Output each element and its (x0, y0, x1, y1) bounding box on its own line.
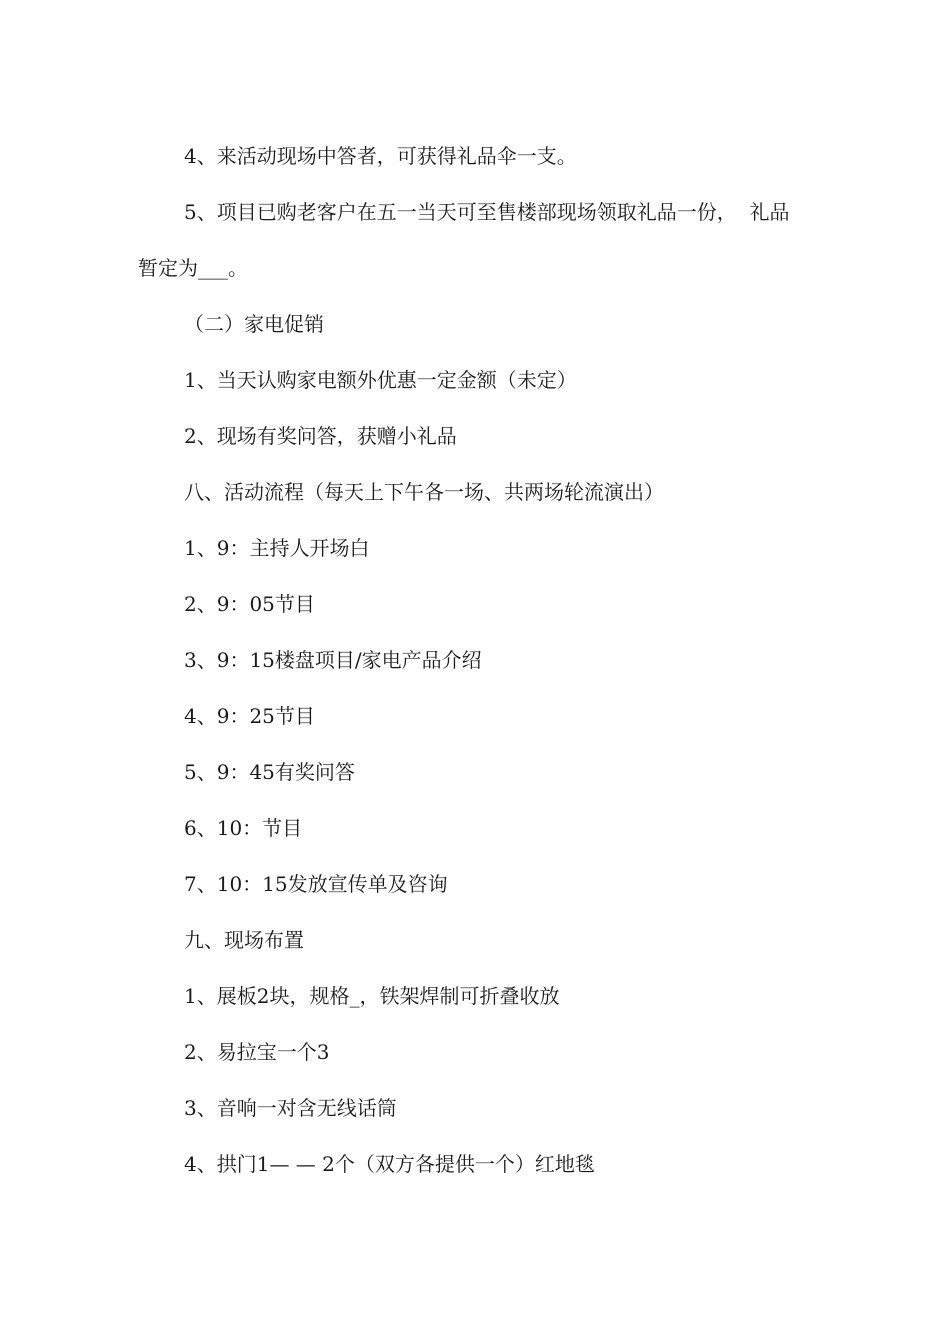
text-line: 2、9：05节目 (184, 592, 315, 616)
text-line: 4、9：25节目 (184, 704, 315, 728)
text-line: 1、展板2块，规格_，铁架焊制可折叠收放 (184, 984, 560, 1008)
section-heading: 八、活动流程（每天上下午各一场、共两场轮流演出） (184, 480, 664, 504)
text-line: 4、来活动现场中答者，可获得礼品伞一支。 (184, 144, 577, 168)
text-line: 3、音响一对含无线话筒 (184, 1096, 397, 1120)
text-line: 1、当天认购家电额外优惠一定金额（未定） (184, 368, 577, 392)
text-line: 5、项目已购老客户在五一当天可至售楼部现场领取礼品一份， 礼品 (184, 200, 790, 224)
text-line: 2、现场有奖问答，获赠小礼品 (184, 424, 457, 448)
text-line: 暂定为___。 (138, 256, 248, 280)
text-line: 4、拱门1— — 2个（双方各提供一个）红地毯 (184, 1152, 595, 1176)
text-line: 1、9：主持人开场白 (184, 536, 370, 560)
section-heading: （二）家电促销 (184, 312, 324, 336)
text-line: 3、9：15楼盘项目/家电产品介绍 (184, 648, 482, 672)
text-line: 6、10：节目 (184, 816, 303, 840)
text-line: 2、易拉宝一个3 (184, 1040, 330, 1064)
section-heading: 九、现场布置 (184, 928, 304, 952)
text-line: 7、10：15发放宣传单及咨询 (184, 872, 448, 896)
text-line: 5、9：45有奖问答 (184, 760, 355, 784)
